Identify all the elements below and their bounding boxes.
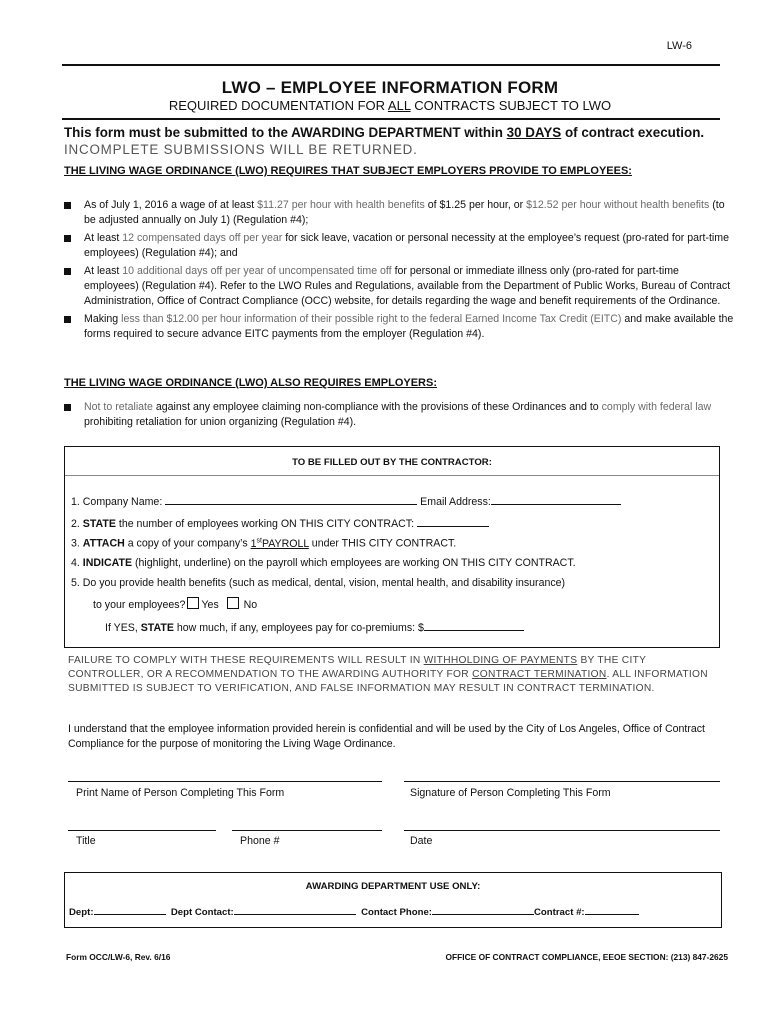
question-co-premium: If YES, STATE how much, if any, employees pay for co-premiums: $ [105, 619, 524, 634]
question-indicate: 4. INDICATE (highlight, underline) on the payroll which employees are working ON THIS CITY CONTRACT. [71, 557, 576, 569]
title-line[interactable] [68, 830, 216, 831]
question-health-benefits: 5. Do you provide health benefits (such as medical, dental, vision, mental health, and disability insurance) [71, 577, 566, 589]
question-attach-payroll: 3. ATTACH a copy of your company’s 1stPAYROLL under THIS CITY CONTRACT. [71, 537, 457, 550]
contract-number-field[interactable] [585, 905, 639, 915]
employee-count-field[interactable] [417, 515, 489, 527]
contractor-heading: TO BE FILLED OUT BY THE CONTRACTOR: [292, 457, 492, 468]
form-revision: Form OCC/LW-6, Rev. 6/16 [66, 952, 171, 962]
list-item: At least 12 compensated days off per year for sick leave, vacation or personal necessity at the employee’s request (pro-rated for part-time employees) (Regulation #4); and [64, 231, 734, 261]
department-section [64, 872, 722, 928]
list-item: Making less than $12.00 per hour information of their possible right to the federal Earned Income Tax Credit (EITC) and make available the forms required to secure advance EITC payments from the employer (Regulation #4). [64, 312, 734, 342]
no-checkbox[interactable] [227, 597, 239, 609]
question-company: 1. Company Name: Email Address: [71, 493, 621, 508]
acknowledgement: I understand that the employee information provided herein is confidential and will be used by the City of Los Angeles, Office of Contract Compliance for the purpose of monitoring the Living Wage Ordinance. [68, 723, 705, 750]
signature-label: Signature of Person Completing This Form [410, 787, 611, 799]
form-code: LW-6 [666, 40, 692, 52]
section2-bullets [64, 400, 734, 433]
list-item: Not to retaliate against any employee claiming non-compliance with the provisions of these Ordinances and to comply with federal law prohibiting retaliation for union organizing (Regulation #4). [64, 400, 734, 430]
print-name-line[interactable] [68, 781, 382, 782]
compliance-warning: FAILURE TO COMPLY WITH THESE REQUIREMENTS WILL RESULT IN WITHHOLDING OF PAYMENTS BY THE CITY CONTROLLER, OR A RECOMMENDATION TO THE AWARDING AUTHORITY FOR CONTRACT TERMINATION. ALL INFORMATION SUBMITTED IS SUBJECT TO VERIFICATION, AND FALSE INFORMATION MAY RESULT IN CONTRACT TERMINATION. [68, 655, 708, 694]
section1-bullets [64, 198, 734, 345]
title-rule [62, 118, 720, 120]
divider [65, 475, 719, 476]
email-field[interactable] [491, 493, 621, 505]
form-subtitle: REQUIRED DOCUMENTATION FOR ALL CONTRACTS SUBJECT TO LWO [168, 98, 612, 113]
company-name-field[interactable] [165, 493, 417, 505]
department-fields: Dept: Dept Contact: Contact Phone: Contract #: [69, 905, 639, 918]
form-title: LWO – EMPLOYEE INFORMATION FORM [221, 78, 559, 97]
submission-instruction: This form must be submitted to the AWARDING DEPARTMENT within 30 DAYS of contract execution. INCOMPLETE SUBMISSIONS WILL BE RETURNED. [64, 125, 705, 157]
contractor-section [64, 446, 720, 648]
date-line[interactable] [404, 830, 720, 831]
department-heading: AWARDING DEPARTMENT USE ONLY: [305, 881, 481, 892]
section1-heading: THE LIVING WAGE ORDINANCE (LWO) REQUIRES THAT SUBJECT EMPLOYERS PROVIDE TO EMPLOYEES: [64, 165, 632, 177]
signature-line[interactable] [404, 781, 720, 782]
dept-contact-field[interactable] [234, 905, 356, 915]
co-premium-field[interactable] [424, 619, 524, 631]
print-name-label: Print Name of Person Completing This Form [76, 787, 285, 799]
contact-phone-field[interactable] [432, 905, 534, 915]
date-label: Date [410, 835, 433, 847]
office-contact: OFFICE OF CONTRACT COMPLIANCE, EEOE SECTION: (213) 847-2625 [445, 952, 728, 962]
phone-label: Phone # [240, 835, 280, 847]
list-item: At least 10 additional days off per year of uncompensated time off for personal or immediate illness only (pro-rated for part-time employees) (Regulation #4). Refer to the LWO Rules and Regulations, available from the Department of Public Works, Bureau of Contract Administration, Office of Contract Compliance (OCC) website, for details regarding the wage and benefit requirements of the Ordinance. [64, 264, 734, 309]
question-health-benefits-options: to your employees? Yes No [93, 599, 258, 611]
question-employee-count: 2. STATE the number of employees working ON THIS CITY CONTRACT: [71, 515, 489, 530]
list-item: As of July 1, 2016 a wage of at least $11.27 per hour with health benefits of $1.25 per hour, or $12.52 per hour without health benefits (to be adjusted annually on July 1) (Regulation #4); [64, 198, 734, 228]
section2-heading: THE LIVING WAGE ORDINANCE (LWO) ALSO REQUIRES EMPLOYERS: [64, 377, 437, 389]
yes-checkbox[interactable] [187, 597, 199, 609]
top-rule [62, 64, 720, 66]
title-label: Title [76, 835, 96, 847]
dept-field[interactable] [94, 905, 166, 915]
phone-line[interactable] [232, 830, 382, 831]
